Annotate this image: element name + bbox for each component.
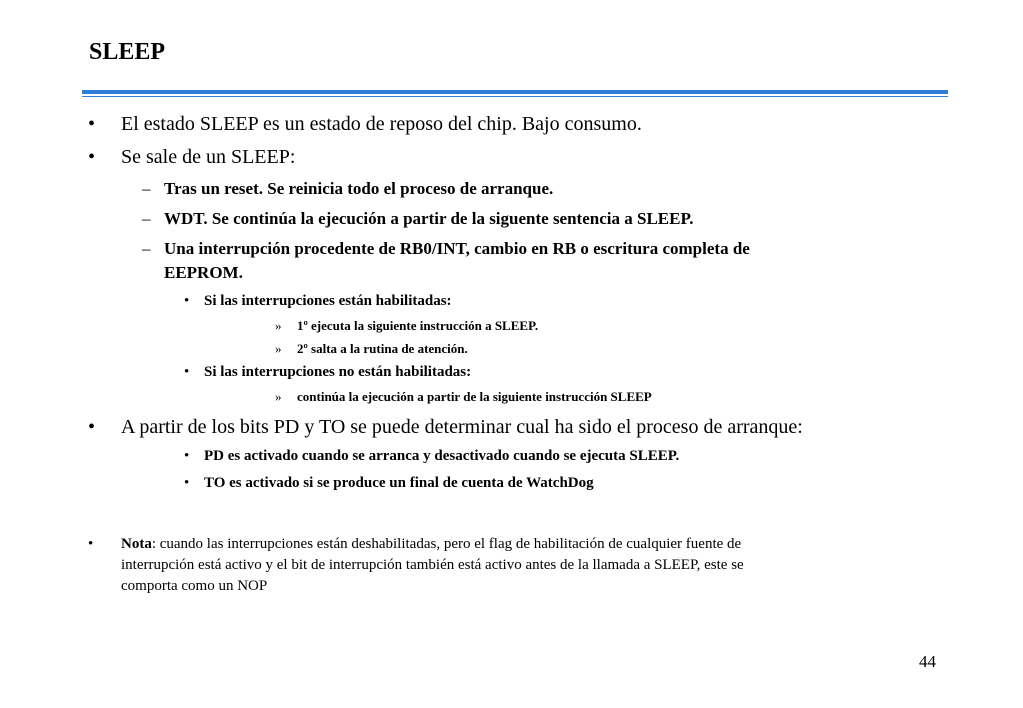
title-divider-thin [82, 96, 948, 97]
sub-sub-bullet-text: TO es activado si se produce un final de cuenta de WatchDog [204, 475, 594, 491]
bullet-text: A partir de los bits PD y TO se puede determinar cual ha sido el proceso de arranque: [121, 416, 803, 438]
sub-sub-bullet-text: Si las interrupciones no están habilitadas: [204, 364, 472, 380]
sub-bullet-text: Tras un reset. Se reinicia todo el proceso de arranque. [164, 179, 554, 198]
bullet-text: Se sale de un SLEEP: [121, 146, 296, 168]
note-line-1 [121, 534, 741, 555]
bullet-marker: • [184, 475, 190, 491]
bullet-marker: • [184, 448, 190, 464]
bullet-marker: • [184, 364, 190, 380]
sub-bullet-text: WDT. Se continúa la ejecución a partir de la siguente sentencia a SLEEP. [164, 209, 694, 228]
chevron-marker: » [275, 318, 282, 333]
note-line-3: comporta como un NOP [121, 578, 268, 594]
level4-text: continúa la ejecución a partir de la siguiente instrucción SLEEP [297, 389, 652, 404]
sub-sub-bullet-text: Si las interrupciones están habilitadas: [204, 293, 452, 309]
slide-title: SLEEP [89, 39, 166, 65]
chevron-marker: » [275, 389, 282, 404]
bullet-marker: • [88, 146, 96, 168]
title-divider-thick [82, 90, 948, 94]
bullet-marker: • [184, 293, 190, 309]
sub-bullet-text-continued: EEPROM. [164, 263, 243, 282]
bullet-text: El estado SLEEP es un estado de reposo del chip. Bajo consumo. [121, 113, 642, 135]
bullet-marker: • [88, 416, 96, 438]
bullet-marker: • [88, 536, 94, 552]
page-number: 44 [919, 652, 936, 671]
note-line-2: interrupción está activo y el bit de interrupción también está activo antes de la llamada a SLEEP, este se [121, 557, 744, 573]
bullet-marker: • [88, 113, 96, 135]
sub-bullet-text: Una interrupción procedente de RB0/INT, cambio en RB o escritura completa de [164, 239, 750, 258]
sub-sub-bullet-text: PD es activado cuando se arranca y desactivado cuando se ejecuta SLEEP. [204, 448, 680, 464]
chevron-marker: » [275, 341, 282, 356]
level4-text: 2º salta a la rutina de atención. [297, 341, 468, 356]
note-label: Nota [121, 536, 152, 552]
dash-marker: – [142, 209, 151, 228]
level4-text: 1º ejecuta la siguiente instrucción a SLEEP. [297, 318, 539, 333]
dash-marker: – [142, 179, 151, 198]
dash-marker: – [142, 239, 151, 258]
note-text: : cuando las interrupciones están deshabilitadas, pero el flag de habilitación de cualquier fuente de [151, 536, 742, 552]
